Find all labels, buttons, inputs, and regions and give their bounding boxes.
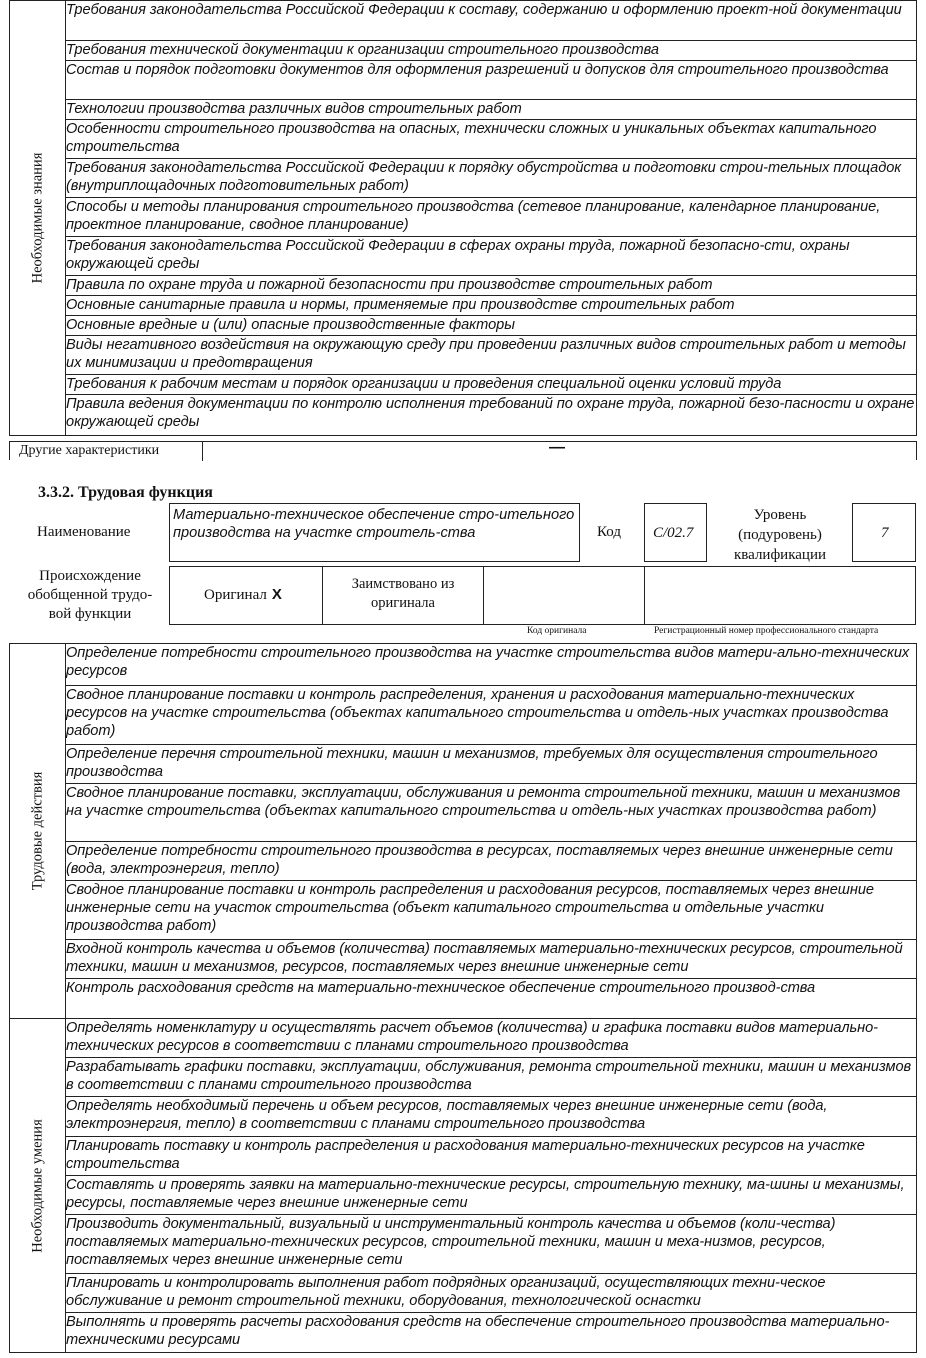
knowledge-item: Состав и порядок подготовки документов для оформления разрешений и допусков для строительного производства [66,61,917,100]
other-characteristics-row [9,441,916,461]
skill-item: Планировать и контролировать выполнения работ подрядных организаций, осуществляющих техни-ческое обслуживание и ремонт строительной техники, оборудования, технологической оснастки [66,1274,917,1313]
knowledge-section-label: Необходимые знания [29,152,45,284]
action-item: Сводное планирование поставки, эксплуатации, обслуживания и ремонта строительной техники, машин и механизмов на участке строительства (объектах капитального строительства и отдель-ных участках производства работ) [66,784,917,842]
origin-label [15,567,165,624]
knowledge-item: Правила по охране труда и пожарной безопасности при производстве строительных работ [66,276,917,296]
origin-label-line: вой функции [48,606,132,622]
level-label [725,505,835,565]
origin-box [169,566,916,625]
name-box [169,503,580,562]
other-characteristics-value: — [549,439,565,456]
name-value: Материально-техническое обеспечение стро-ительного производства на участке строитель-ства [173,507,575,541]
actions-skills-table [9,643,917,1353]
knowledge-item: Технологии производства различных видов строительных работ [66,100,917,120]
code-original-caption: Код оригинала [527,626,587,636]
action-item: Определение потребности строительного производства на участке строительства видов матери-ально-технических ресурсов [66,644,917,686]
knowledge-item: Основные вредные и (или) опасные производственные факторы [66,316,917,336]
actions-section-label: Трудовые действия [29,771,45,891]
skill-item: Определять необходимый перечень и объем ресурсов, поставляемых через внешние инженерные сети (вода, электроэнергия, тепло) в соответствии с планами строительного производства [66,1097,917,1137]
name-label: Наименование [37,524,131,540]
divider [644,567,645,624]
divider [322,567,323,624]
action-item: Входной контроль качества и объемов (количества) поставляемых материально-технических ресурсов, строительной техники, машин и механизмов, ресурсов, поставляемых через внешние инженерные сети [66,940,917,979]
reg-number-caption: Регистрационный номер профессионального стандарта [654,626,879,636]
knowledge-item: Особенности строительного производства на опасных, технически сложных и уникальных объектах капитального строительства [66,120,917,159]
origin-label-line: обобщенной трудо- [27,587,153,603]
divider [483,567,484,624]
knowledge-table [9,0,917,436]
borrowed-label-line: Заимствовано из [351,576,455,592]
code-box [644,503,707,562]
level-box [852,503,916,562]
knowledge-item: Основные санитарные правила и нормы, применяемые при производстве строительных работ [66,296,917,316]
divider [916,441,917,460]
level-label-line: (подуровень) [738,527,822,543]
knowledge-item: Требования законодательства Российской Федерации в сферах охраны труда, пожарной безопасно-сти, охраны окружающей среды [66,237,917,276]
section-title: 3.3.2. Трудовая функция [38,484,213,501]
knowledge-item: Требования законодательства Российской Федерации к составу, содержанию и оформлению проект-ной документации [66,1,917,41]
knowledge-item: Правила ведения документации по контролю исполнения требований по охране труда, пожарной безо-пасности и охране окружающей среды [66,395,917,436]
action-item: Сводное планирование поставки и контроль распределения и расходования ресурсов, поставляемых через внешние инженерные сети на участок строительства (объект капитального строительства и отдельные участки производства работ) [66,881,917,940]
knowledge-item: Требования к рабочим местам и порядок организации и проведения специальной оценки условий труда [66,375,917,395]
skill-item: Составлять и проверять заявки на материально-технические ресурсы, строительную технику, ма-шины и механизмы, ресурсы, поставляемые через внешние инженерные сети [66,1176,917,1215]
divider [202,442,203,461]
action-item: Определение потребности строительного производства в ресурсах, поставляемых через внешние инженерные сети (вода, электроэнергия, тепло) [66,842,917,881]
level-label-line: квалификации [733,547,827,563]
other-characteristics-label: Другие характеристики [19,443,160,458]
skills-section-label-cell [10,1019,66,1353]
skill-item: Определять номенклатуру и осуществлять расчет объемов (количества) и графика поставки видов материально-технических ресурсов в соответствии с планами строительного производства [66,1019,917,1058]
original-cell [204,586,282,604]
knowledge-item: Требования технической документации к организации строительного производства [66,41,917,61]
skill-item: Выполнять и проверять расчеты расходования средств на обеспечение строительного производства материально-техническими ресурсами [66,1313,917,1353]
level-label-line: Уровень [753,507,807,523]
borrowed-cell [324,575,482,613]
code-label: Код [597,524,621,540]
divider [9,441,10,460]
skill-item: Планировать поставку и контроль распределения и расходования материально-технических ресурсов на участке строительства [66,1137,917,1176]
knowledge-item: Способы и методы планирования строительного производства (сетевое планирование, календарное планирование, проектное планирование, сводное планирование) [66,198,917,237]
origin-label-line: Происхождение [39,568,141,584]
level-value: 7 [881,525,889,541]
action-item: Контроль расходования средств на материально-техническое обеспечение строительного производ-ства [66,979,917,1019]
borrowed-label-line: оригинала [371,595,435,611]
knowledge-item: Виды негативного воздействия на окружающую среду при проведении различных видов строительных работ и методы их минимизации и предотвращения [66,336,917,375]
skill-item: Производить документальный, визуальный и инструментальный контроль качества и объемов (коли-чества) поставляемых материально-технических ресурсов, строительной техники, машин и меха-низмов, ресурсов, поставляемых через внешние инженерные сети [66,1215,917,1274]
action-item: Сводное планирование поставки и контроль распределения, хранения и расходования материально-технических ресурсов на участке строительства (объектах капитального строительства и отдель-ных участках производства работ) [66,686,917,745]
code-value: C/02.7 [653,525,694,541]
knowledge-item: Требования законодательства Российской Федерации к порядку обустройства и подготовки строи-тельных площадок (внутриплощадочных подготовительных работ) [66,159,917,198]
original-mark: X [271,586,282,603]
actions-section-label-cell [10,644,66,1019]
knowledge-section-label-cell [10,1,66,436]
original-label: Оригинал [204,587,267,603]
skills-section-label: Необходимые умения [29,1118,45,1253]
action-item: Определение перечня строительной техники, машин и механизмов, требуемых для осуществления строительного производства [66,745,917,784]
skill-item: Разрабатывать графики поставки, эксплуатации, обслуживания, ремонта строительной техники, машин и механизмов в соответствии с планами строительного производства [66,1058,917,1097]
